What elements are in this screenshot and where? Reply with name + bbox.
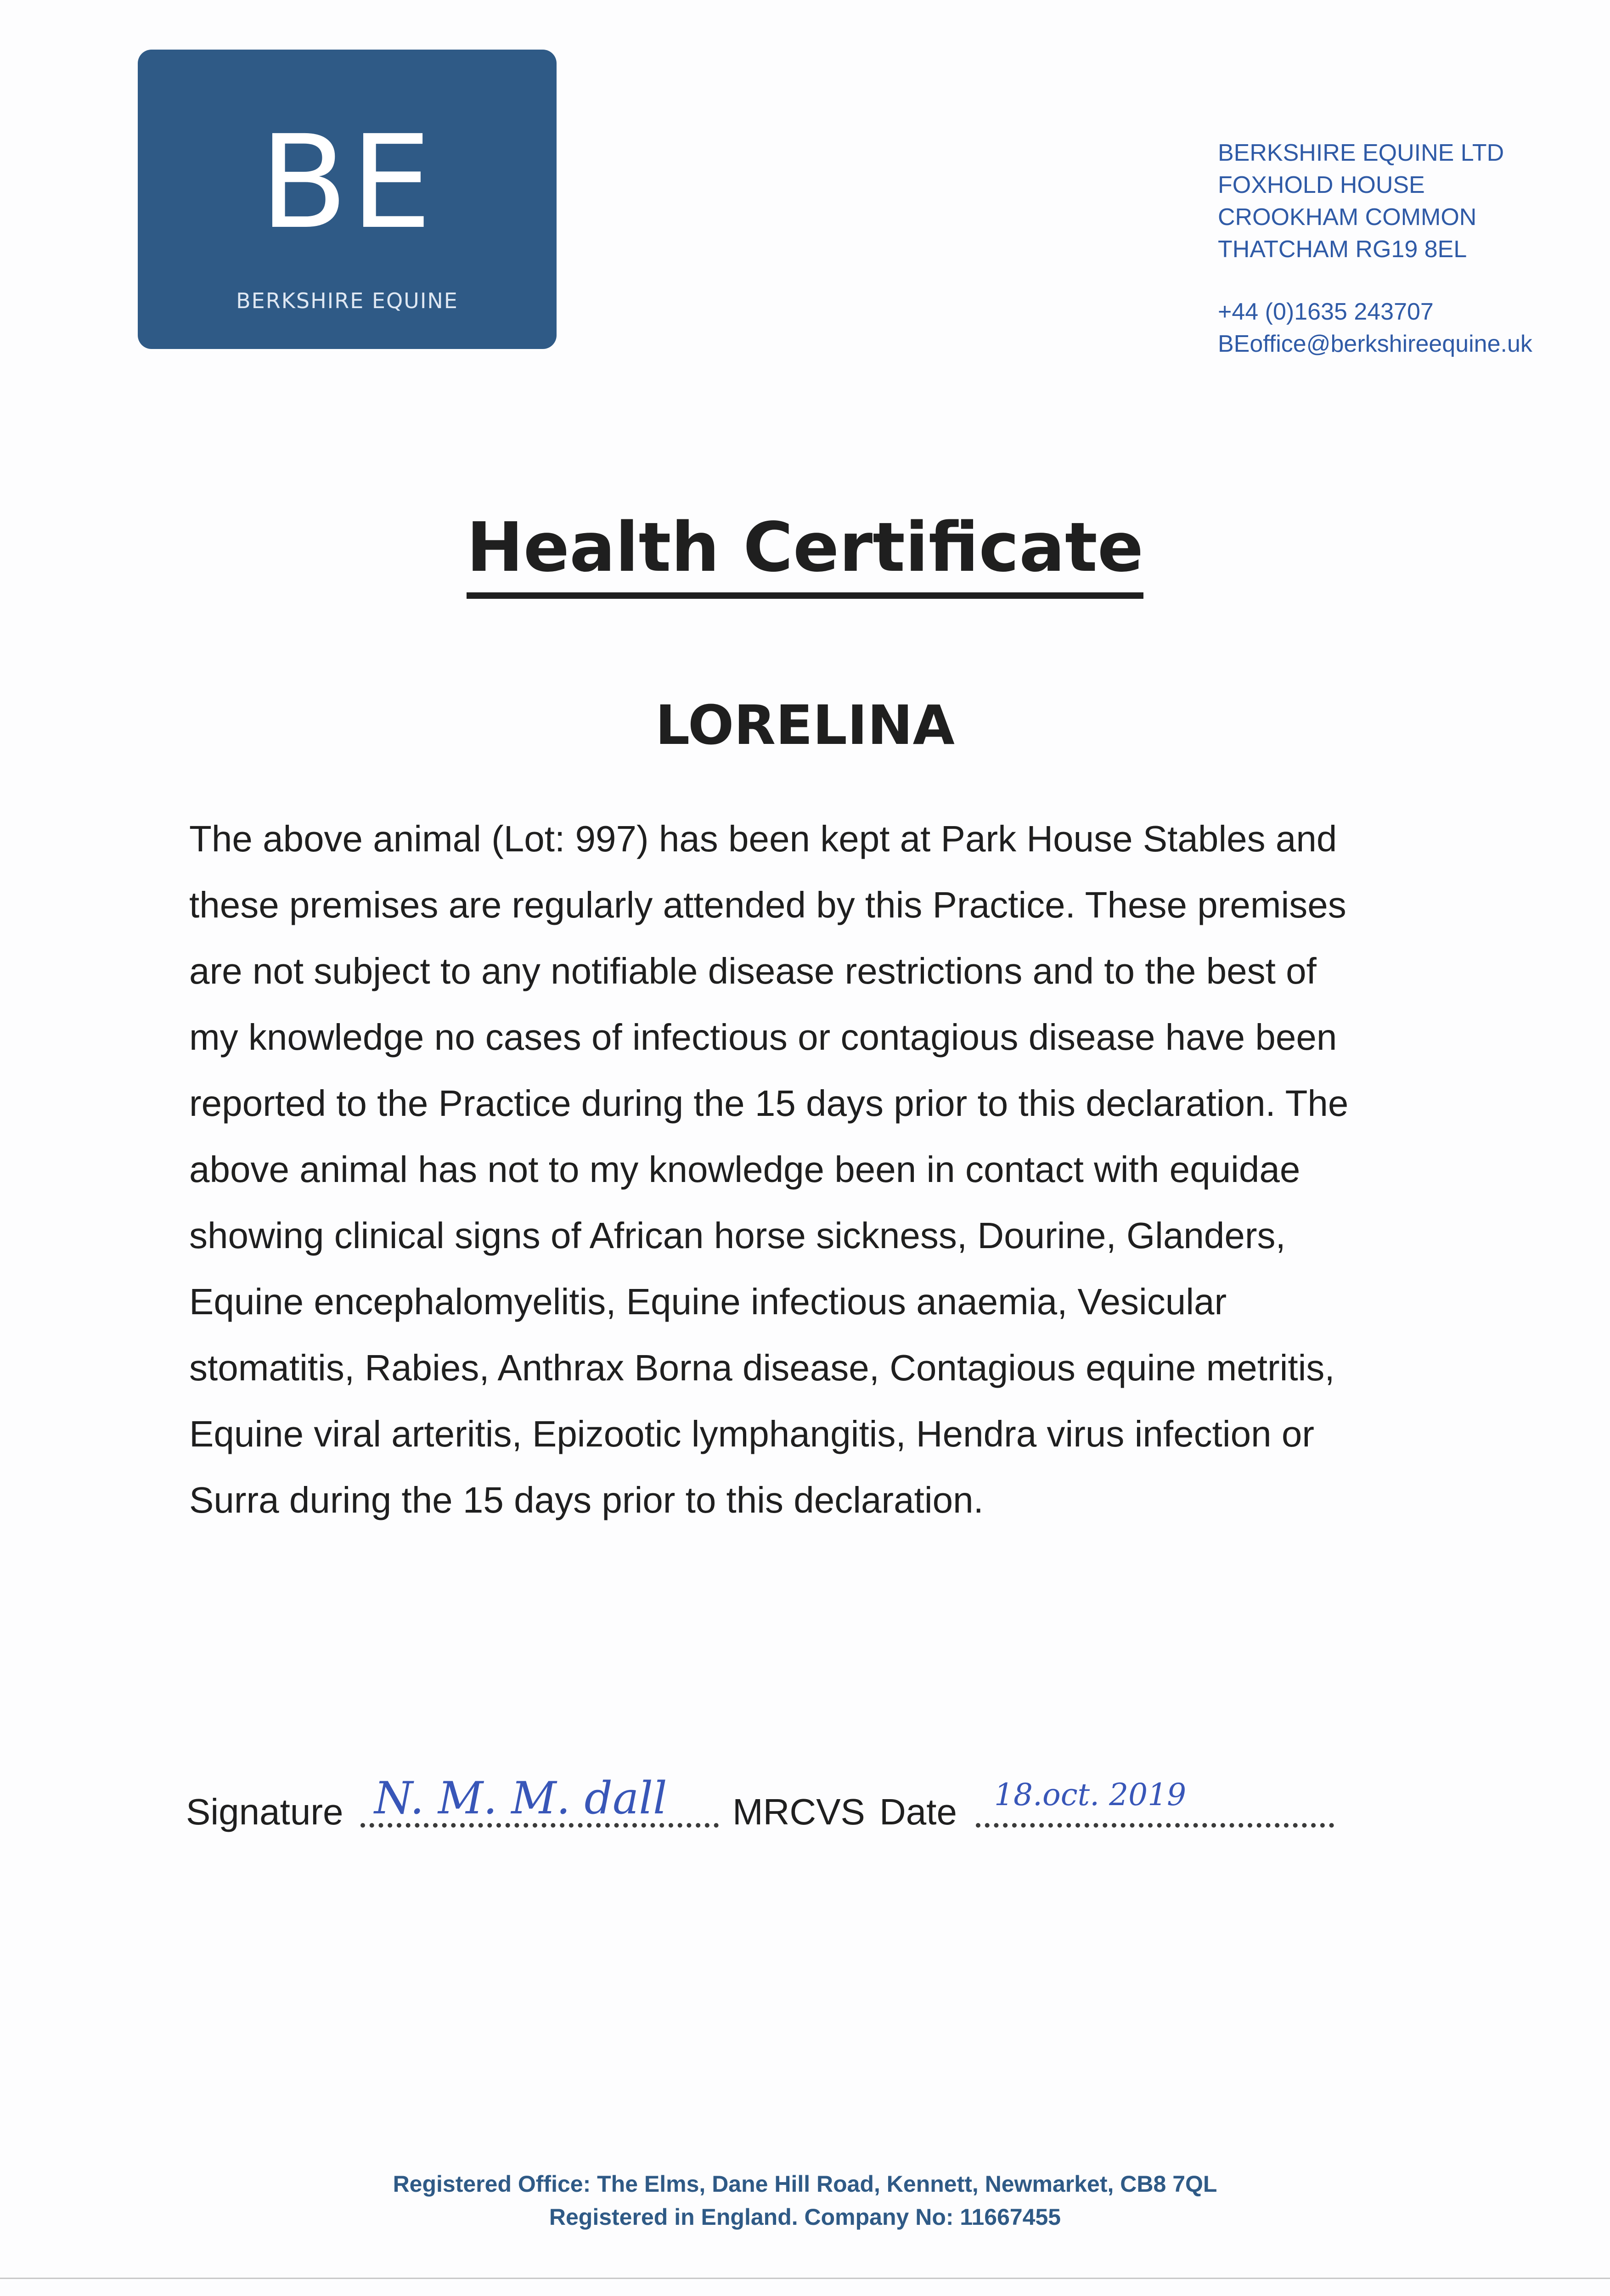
- address-line: THATCHAM RG19 8EL: [1218, 236, 1467, 263]
- declaration-line: stomatitis, Rabies, Anthrax Borna disease, Contagious equine metritis,: [189, 1347, 1335, 1388]
- address-spacer: [1218, 265, 1532, 296]
- address-line: FOXHOLD HOUSE: [1218, 172, 1425, 198]
- declaration-paragraph: [189, 806, 1438, 1533]
- company-logo: [138, 50, 557, 349]
- declaration-line: reported to the Practice during the 15 days prior to this declaration. The: [189, 1083, 1349, 1124]
- declaration-line: are not subject to any notifiable disease restrictions and to the best of: [189, 951, 1317, 991]
- email-address: BEoffice@berkshireequine.uk: [1218, 331, 1532, 357]
- signature-row: [186, 1768, 1380, 1832]
- date-dotted-line: [976, 1823, 1334, 1828]
- handwritten-date: 18.oct. 2019: [994, 1777, 1187, 1812]
- date-label: Date: [879, 1791, 957, 1832]
- logo-mark: BE: [259, 108, 435, 258]
- bottom-divider: [0, 2278, 1610, 2279]
- company-address-block: [1218, 137, 1532, 360]
- document-title-text: Health Certificate: [467, 508, 1143, 599]
- declaration-line: my knowledge no cases of infectious or contagious disease have been: [189, 1017, 1337, 1058]
- declaration-line: Surra during the 15 days prior to this declaration.: [189, 1480, 984, 1520]
- animal-name: LORELINA: [655, 693, 955, 757]
- document-title: [0, 508, 1610, 587]
- address-line: CROOKHAM COMMON: [1218, 204, 1477, 231]
- footer: [0, 2167, 1610, 2234]
- declaration-line: showing clinical signs of African horse sickness, Dourine, Glanders,: [189, 1215, 1286, 1256]
- company-registration: Registered in England. Company No: 11667455: [549, 2204, 1061, 2230]
- qualification-label: MRCVS: [732, 1791, 865, 1832]
- signature-label: Signature: [186, 1791, 343, 1832]
- declaration-line: Equine encephalomyelitis, Equine infectious anaemia, Vesicular: [189, 1281, 1227, 1322]
- declaration-line: above animal has not to my knowledge been in contact with equidae: [189, 1149, 1300, 1190]
- declaration-line: The above animal (Lot: 997) has been kept at Park House Stables and: [189, 818, 1337, 859]
- handwritten-signature: N. M. M. dall: [374, 1773, 667, 1824]
- logo-subtitle: BERKSHIRE EQUINE: [236, 288, 458, 313]
- address-line: BERKSHIRE EQUINE LTD: [1218, 140, 1504, 166]
- registered-office: Registered Office: The Elms, Dane Hill Road, Kennett, Newmarket, CB8 7QL: [393, 2171, 1217, 2197]
- phone-number: +44 (0)1635 243707: [1218, 298, 1434, 325]
- declaration-line: these premises are regularly attended by this Practice. These premises: [189, 884, 1346, 925]
- declaration-line: Equine viral arteritis, Epizootic lymphangitis, Hendra virus infection or: [189, 1413, 1314, 1454]
